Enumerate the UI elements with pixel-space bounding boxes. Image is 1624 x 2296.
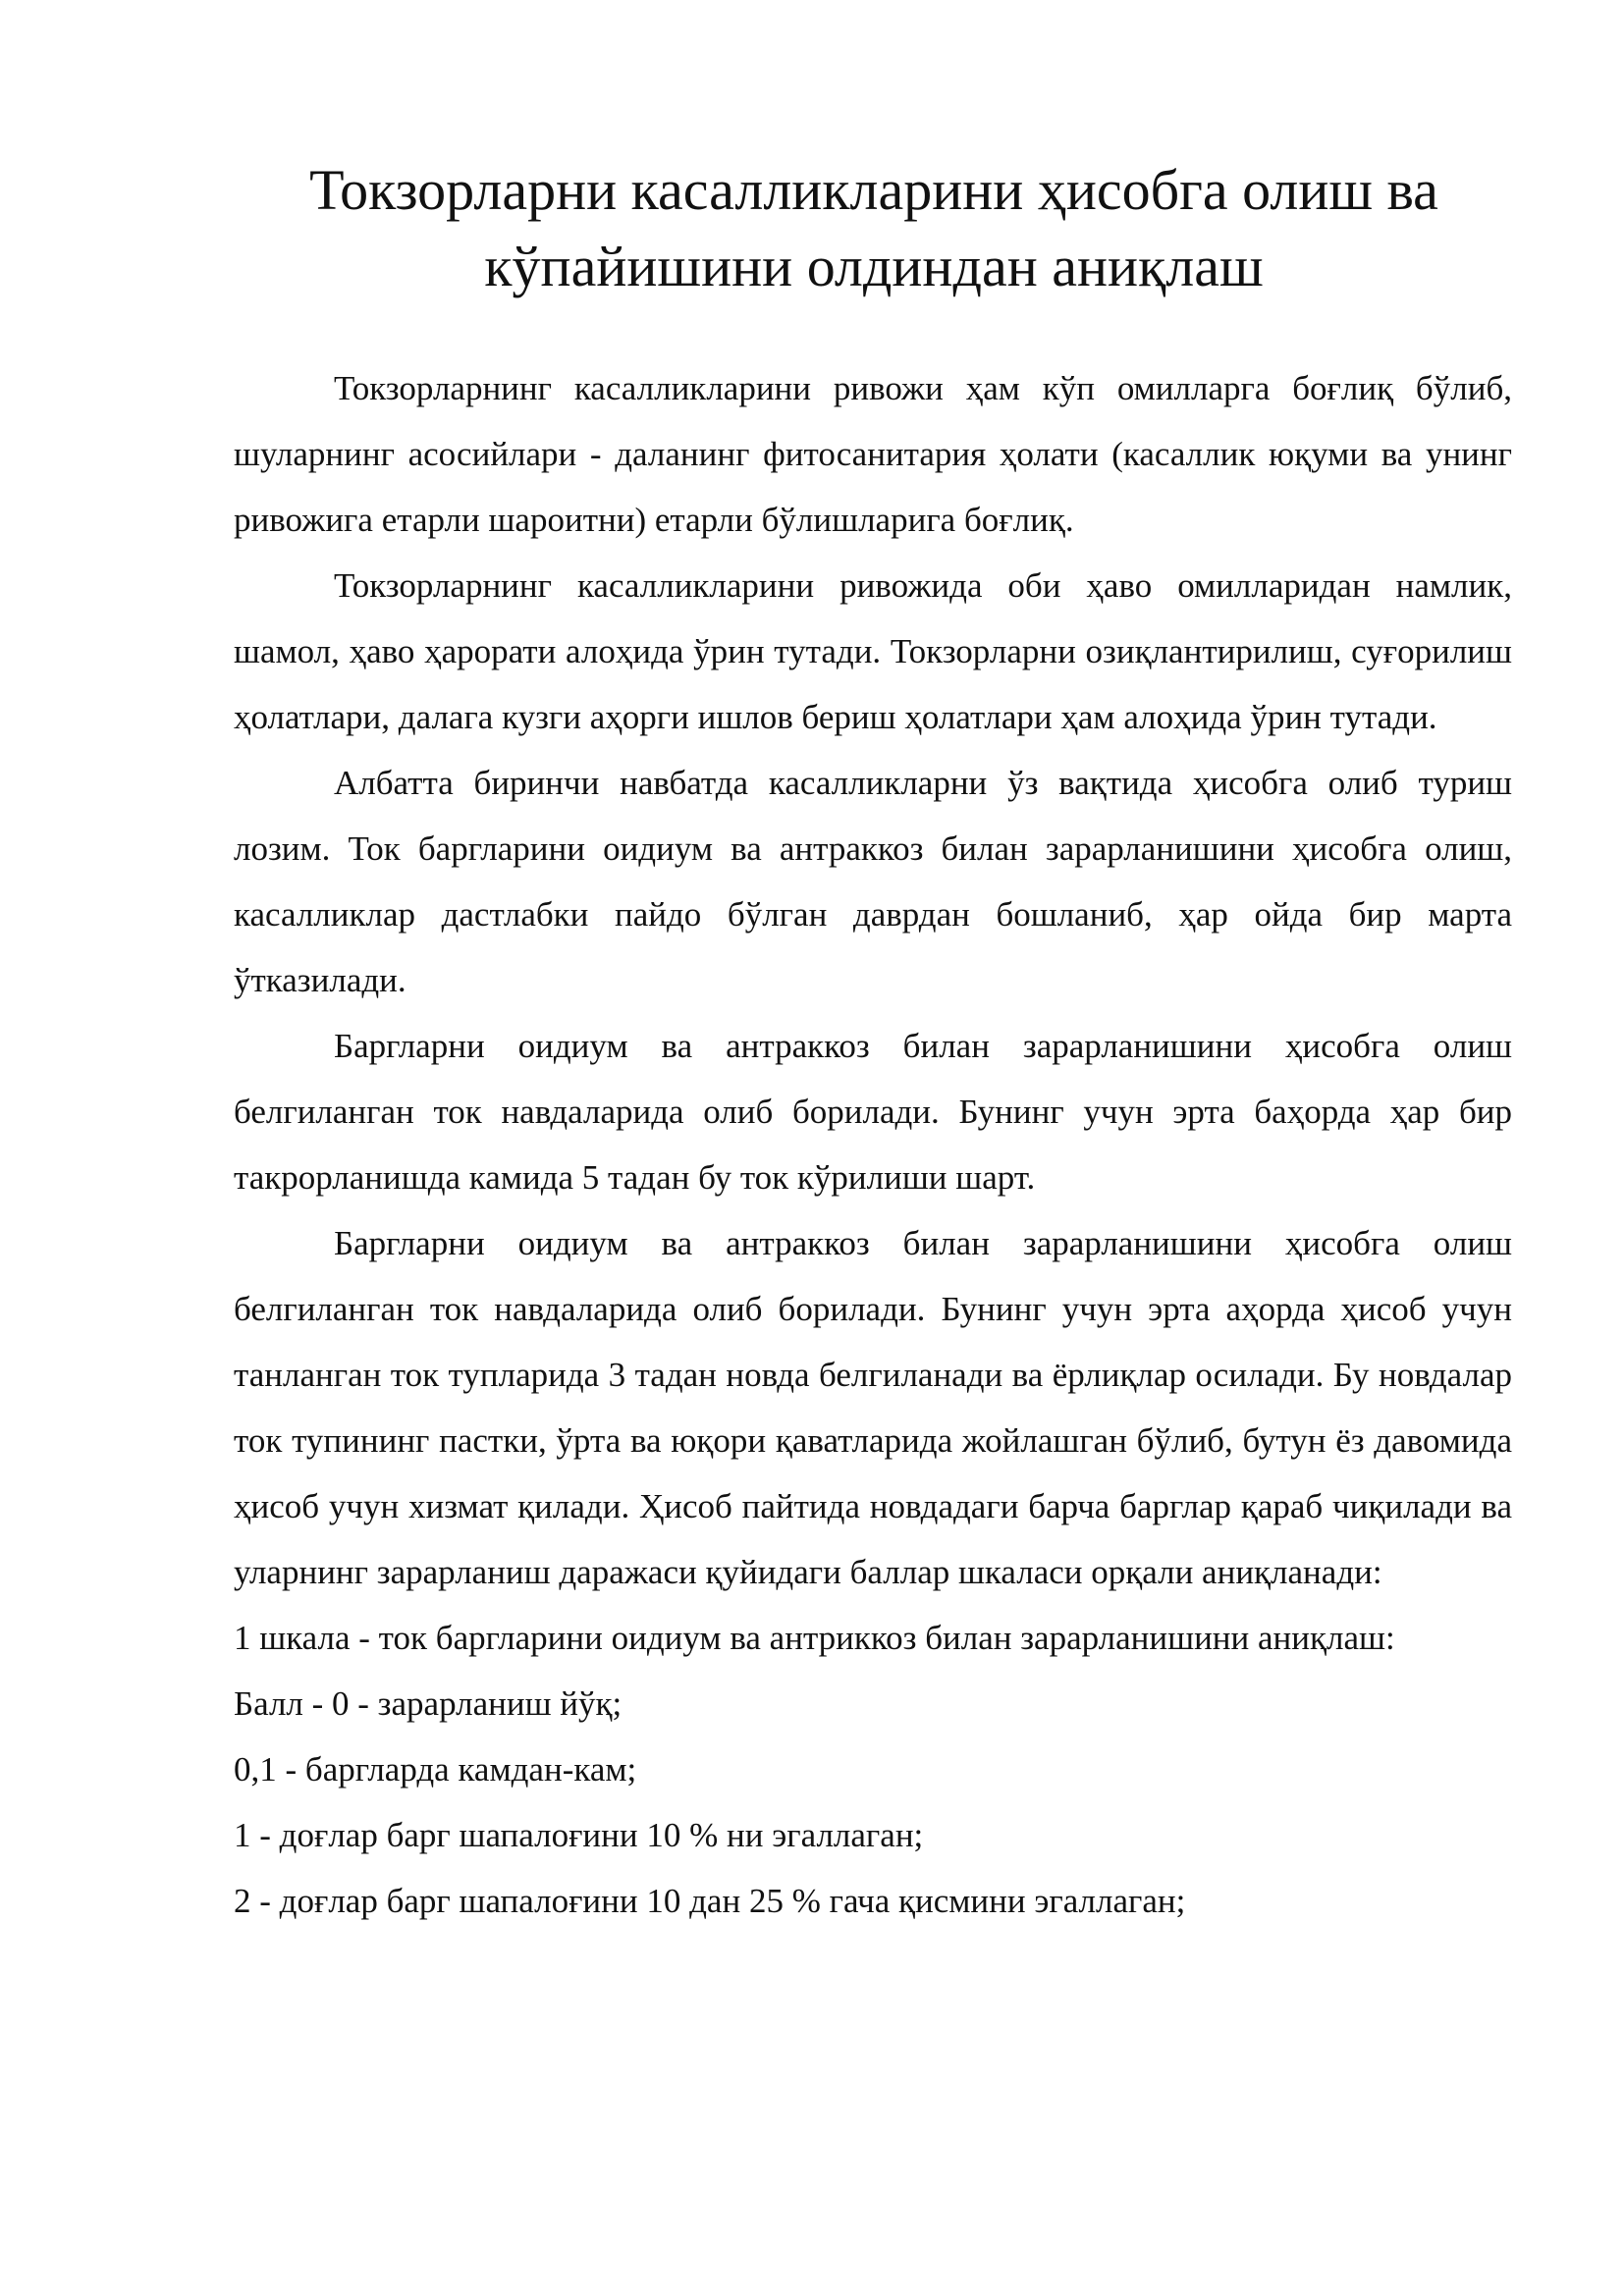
scale-item: 0,1 - баргларда камдан-кам; (234, 1750, 637, 1789)
paragraph: Токзорларнинг касалликларини ривожи ҳам кўп омилларга боғлиқ бўлиб, шуларнинг асосийлари - даланинг фитосанитария ҳолати (касаллик юқуми ва унинг ривожига етарли шароитни) етарли бўлишларига боғлиқ. (234, 369, 1512, 539)
scale-heading: 1 шкала - ток баргларини оидиум ва антриккоз билан зарарланишини аниқлаш: (234, 1619, 1395, 1657)
paragraph: Албатта биринчи навбатда касалликларни ўз вақтида ҳисобга олиб туриш лозим. Ток баргларини оидиум ва антраккоз билан зарарланишини ҳисобга олиш, касалликлар дастлабки пайдо бўлган даврдан бошланиб, ҳар ойда бир марта ўтказилади. (234, 764, 1512, 999)
title-line-2: кўпайишини олдиндан аниқлаш (484, 235, 1264, 298)
title-line-1: Токзорларни касалликларини ҳисобга олиш ва (309, 158, 1438, 222)
scale-item: Балл - 0 - зарарланиш йўқ; (234, 1684, 623, 1723)
paragraph: Баргларни оидиум ва антраккоз билан зарарланишини ҳисобга олиш белгиланган ток навдаларида олиб борилади. Бунинг учун эрта баҳорда ҳар бир такрорланишда камида 5 тадан бу ток кўрилиши шарт. (234, 1027, 1512, 1197)
document-title (196, 152, 1551, 305)
scale-item: 2 - доғлар барг шапалоғини 10 дан 25 % гача қисмини эгаллаган; (234, 1882, 1186, 1920)
paragraph: Баргларни оидиум ва антраккоз билан зарарланишини ҳисобга олиш белгиланган ток навдаларида олиб борилади. Бунинг учун эрта аҳорда ҳисоб учун танланган ток тупларида 3 тадан новда белгиланади ва ёрлиқлар осилади. Бу новдалар ток тупининг пастки, ўрта ва юқори қаватларида жойлашган бўлиб, бутун ёз давомида ҳисоб учун хизмат қилади. Ҳисоб пайтида новдадаги барча барглар қараб чиқилади ва уларнинг зарарланиш даражаси қуйидаги баллар шкаласи орқали аниқланади: (234, 1224, 1512, 1591)
paragraph: Токзорларнинг касалликларини ривожида оби ҳаво омилларидан намлик, шамол, ҳаво ҳарорати алоҳида ўрин тутади. Токзорларни озиқлантирилиш, суғорилиш ҳолатлари, далага кузги аҳорги ишлов бериш ҳолатлари ҳам алоҳида ўрин тутади. (234, 566, 1512, 736)
scale-item: 1 - доғлар барг шапалоғини 10 % ни эгаллаган; (234, 1816, 924, 1854)
document-body (234, 355, 1512, 1934)
